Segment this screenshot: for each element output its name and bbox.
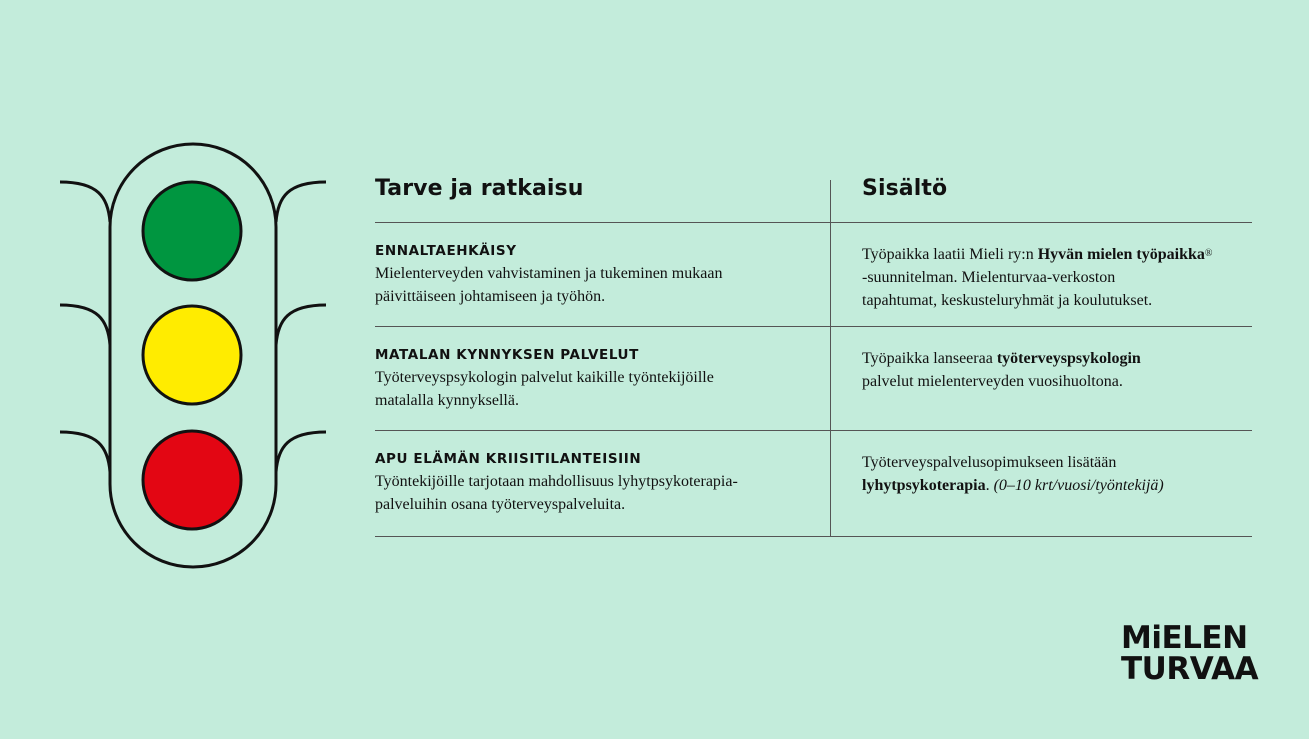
traffic-light-visor-right-middle [276,305,326,345]
logo-line-1: MiELEN [1121,620,1248,656]
traffic-light-visor-right-bottom [276,432,326,472]
row-content: Työpaikka laatii Mieli ry:n Hyvän mielen työpaikka® -suunnitelman. Mielenturvaa-verkoston tapahtumat, keskusteluryhmät ja koulutukset. [862,246,1213,309]
traffic-light-icon [58,142,328,572]
traffic-light-visor-left-middle [60,305,110,345]
header-content: Sisältö [862,176,948,201]
header-needs: Tarve ja ratkaisu [375,176,584,201]
mielen-turvaa-logo [1121,620,1259,687]
green-light [143,182,241,280]
column-divider [830,180,831,537]
divider-line [375,222,1252,223]
row-tag: ENNALTAEHKÄISY [375,243,517,259]
yellow-light [143,306,241,404]
row-tag: MATALAN KYNNYKSEN PALVELUT [375,347,639,363]
traffic-light-visor-right-top [276,182,326,222]
row-tag: APU ELÄMÄN KRIISITILANTEISIIN [375,451,642,467]
row-content: Työterveyspalvelusopimukseen lisätään lyhytpsykoterapia. (0–10 krt/vuosi/työntekijä) [862,454,1164,494]
logo-line-2: TURVAA [1121,651,1259,687]
traffic-light-visor-left-top [60,182,110,222]
red-light [143,431,241,529]
divider-line [375,536,1252,537]
row-description: Työterveyspsykologin palvelut kaikille työntekijöille matalalla kynnyksellä. [375,369,714,409]
divider-line [375,430,1252,431]
row-content: Työpaikka lanseeraa työterveyspsykologin palvelut mielenterveyden vuosihuoltona. [862,350,1141,390]
row-description: Mielenterveyden vahvistaminen ja tukeminen mukaan päivittäiseen johtamiseen ja työhön. [375,265,723,305]
row-description: Työntekijöille tarjotaan mahdollisuus lyhytpsykoterapia- palveluihin osana työterveyspalveluita. [375,473,738,513]
divider-line [375,326,1252,327]
traffic-light-visor-left-bottom [60,432,110,472]
